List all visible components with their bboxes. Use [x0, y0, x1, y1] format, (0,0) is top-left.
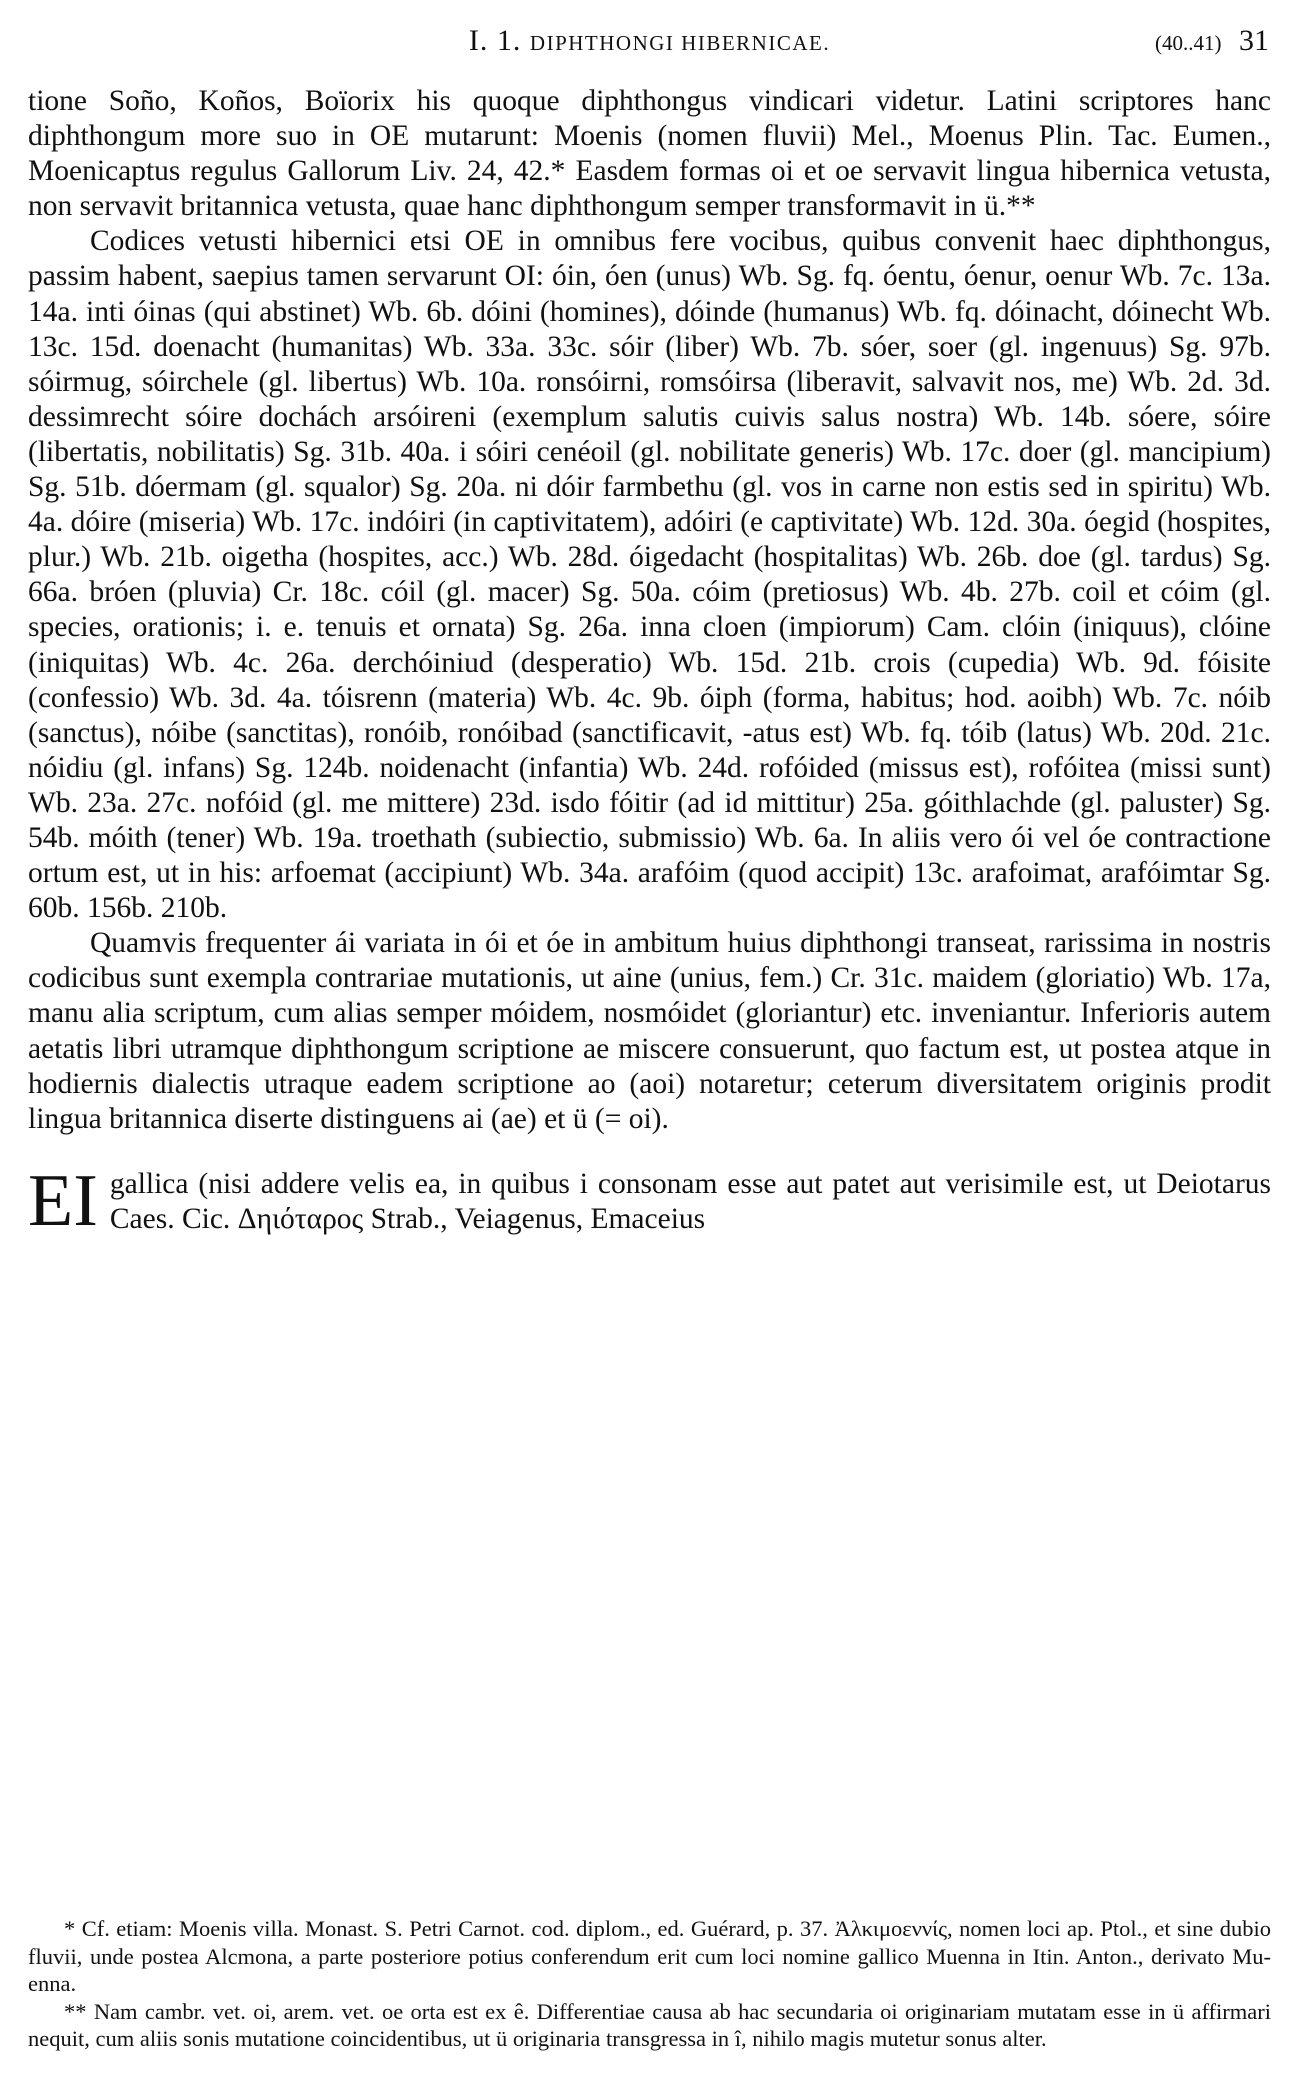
- section-ei-text: gallica (nisi addere velis ea, in quibus i consonam esse aut patet aut verisimile est, ut Deiotarus Caes. Cic. Δηιόταρος Strab., Veiagenus, Emaceius: [109, 1167, 1271, 1235]
- paragraph-continuation: tione Soño, Koños, Boïorix his quoque diphthongus vindicari videtur. Latini scriptores hanc diphthongum more suo in OE mutarunt: Moenis (nomen fluvii) Mel., Moenus Plin. Tac. Eumen., Moenicaptus regulus Gallorum Liv. 24, 42.* Easdem formas oi et oe servavit lingua hibernica vetusta, non servavit britannica vetusta, quae hanc diphthongum semper transformavit in ü.**: [28, 85, 1271, 223]
- paragraph-codices: Codices vetusti hibernici etsi OE in omnibus fere vocibus, quibus convenit haec diphthongus, passim habent, saepius tamen servarunt OI: óin, óen (unus) Wb. Sg. fq. óentu, óenur, oenur Wb. 7c. 13a. 14a. inti óinas (qui abstinet) Wb. 6b. dóini (homines), dóinde (humanus) Wb. fq. dóinacht, dóinecht Wb. 13c. 15d. doenacht (humanitas) Wb. 33a. 33c. sóir (liber) Wb. 7b. sóer, soer (gl. ingenuus) Sg. 97b. sóirmug, sóirchele (gl. libertus) Wb. 10a. ronsóirni, romsóirsa (liberavit, salvavit nos, me) Wb. 2d. 3d. dessimrecht sóire dochách arsóireni (exemplum salutis cuivis salus nostra) Wb. 14b. sóere, sóire (libertatis, nobilitatis) Sg. 31b. 40a. i sóiri cenéoil (gl. nobilitate generis) Wb. 17c. doer (gl. mancipium) Sg. 51b. dóermam (gl. squalor) Sg. 20a. ni dóir farmbethu (gl. vos in carne non estis sed in spiritu) Wb. 4a. dóire (miseria) Wb. 17c. indóiri (in captivitatem), adóiri (e captivitate) Wb. 12d. 30a. óegid (hospites, plur.) Wb. 21b. oigetha (hospites, acc.) Wb. 28d. óigedacht (hospitalitas) Wb. 26b. doe (gl. tardus) Sg. 66a. bróen (pluvia) Cr. 18c. cóil (gl. macer) Sg. 50a. cóim (pretiosus) Wb. 4b. 27b. coil et cóim (gl. species, orationis; i. e. tenuis et ornata) Sg. 26a. inna cloen (impiorum) Cam. clóin (iniquus), clóine (iniquitas) Wb. 4c. 26a. derchóiniud (desperatio) Wb. 15d. 21b. crois (cupedia) Wb. 9d. fóisite (confessio) Wb. 3d. 4a. tóisrenn (materia) Wb. 4c. 9b. óiph (forma, habitus; hod. aoibh) Wb. 7c. nóib (sanctus), nóibe (sanctitas), ronóib, ronóibad (sanctificavit, -atus est) Wb. fq. tóib (latus) Wb. 20d. 21c. nóidiu (gl. infans) Sg. 124b. noidenacht (infantia) Wb. 24d. rofóided (missus est), rofóitea (missi sunt) Wb. 23a. 27c. nofóid (gl. me mittere) 23d. isdo fóitir (ad id mittitur) 25a. góithlachde (gl. paluster) Sg. 54b. móith (tener) Wb. 19a. troethath (subiectio, submissio) Wb. 6a. In aliis vero ói vel óe contractione ortum est, ut in his: arfoemat (accipiunt) Wb. 34a. arafóim (quod accipit) 13c. arafoimat, arafóimtar Sg. 60b. 156b. 210b.: [28, 225, 1271, 925]
- footnote-1: * Cf. etiam: Moenis villa. Monast. S. Petri Carnot. cod. diplom., ed. Guérard, p. 37. Ἀλκιμοεννίς, nomen loci ap. Ptol., et sine dubio fluvii, unde postea Alcmona, a parte posteriore potius conferendum erit cum loci nomine gallico Muenna in Itin. Anton., derivato Mu-enna.: [28, 1916, 1271, 1996]
- footnotes: [28, 1915, 1271, 2053]
- footnote-2: ** Nam cambr. vet. oi, arem. vet. oe orta est ex ê. Differentiae causa ab hac secundaria oi originariam mutatam esse in ü affirmari nequit, cum aliis sonis mutatione coincidentibus, ut ü originaria transgressa in î, nihilo magis mutetur sonus alter.: [28, 1998, 1271, 2051]
- header-title: DIPHTHONGI HIBERNICAE.: [529, 31, 831, 55]
- running-header: [30, 20, 1269, 64]
- section-ei: [28, 1159, 1271, 1242]
- page-number: 31: [1239, 24, 1269, 57]
- dropcap-ei: EI: [28, 1159, 98, 1242]
- header-title-line: [30, 24, 1269, 58]
- section-spacer: [28, 1137, 1271, 1167]
- header-ref: (40..41): [1155, 31, 1222, 55]
- main-text: [28, 84, 1271, 1242]
- header-right: [1155, 24, 1269, 58]
- header-section: I. 1.: [468, 24, 522, 57]
- paragraph-quamvis: Quamvis frequenter ái variata in ói et óe in ambitum huius diphthongi transeat, rarissima in nostris codicibus sunt exempla contrariae mutationis, ut aine (unius, fem.) Cr. 31c. maidem (gloriatio) Wb. 17a, manu alia scriptum, cum alias semper móidem, nosmóidet (gloriantur) etc. inveniantur. Inferioris autem aetatis libri utramque diphthongum scriptione ae miscere consuerunt, quo factum est, ut postea atque in hodiernis dialectis utraque eadem scriptione ao (aoi) notaretur; ceterum diversitatem originis prodit lingua britannica diserte distinguens ai (ae) et ü (= oi).: [28, 927, 1271, 1135]
